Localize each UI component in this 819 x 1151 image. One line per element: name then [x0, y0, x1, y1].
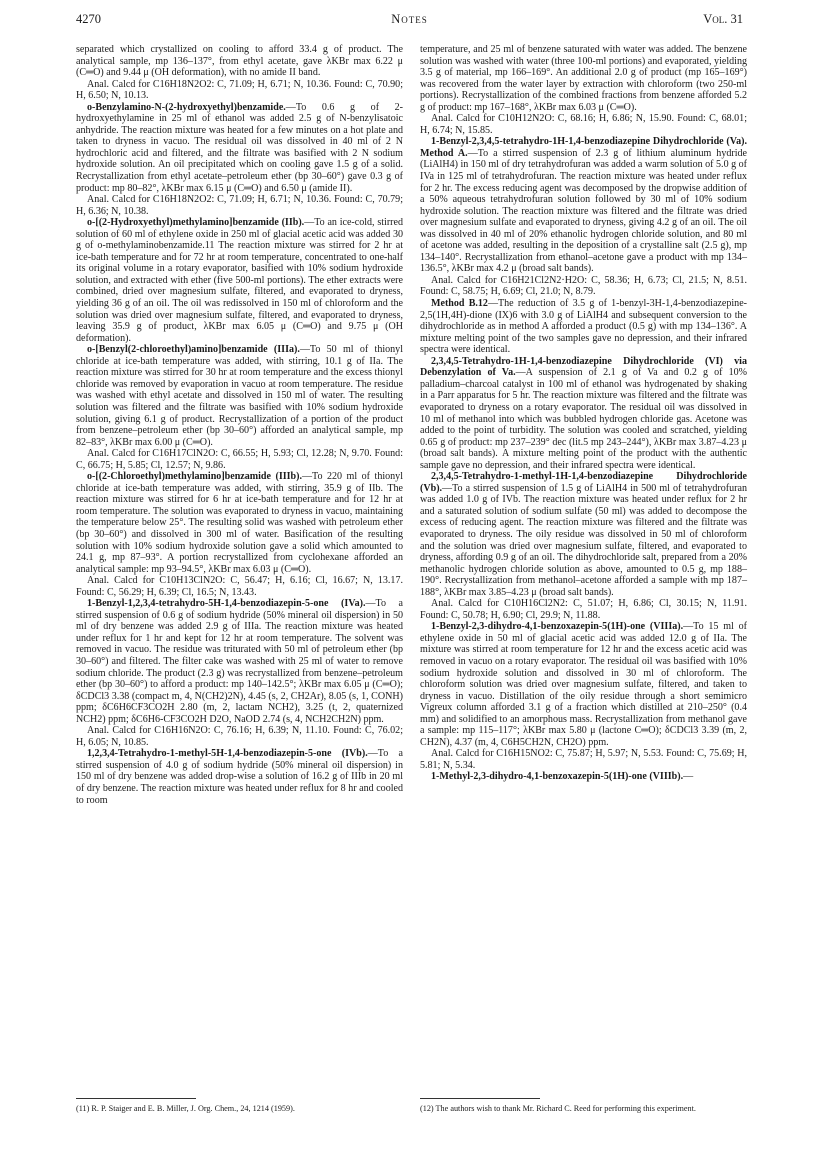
section-heading: 2,3,4,5-Tetrahydro-1-methyl-1H-1,4-benzodiazepine Dihydrochloride (Vb).: [420, 471, 747, 494]
paragraph-text: Anal. Calcd for C16H16N2O: C, 76.16; H, 6.39; N, 11.10. Found: C, 76.02; H, 6.05; N, 10.85.: [76, 725, 403, 748]
paragraph-text: temperature, and 25 ml of benzene saturated with water was added. The benzene solution was washed with water (three 100-ml portions) and evaporated, yielding 3.5 g of material, mp 166–169°. An additional 2.0 g of product (mp 165–169°) was recovered from the water layer by extraction with chloroform (two 250-ml portions). Recrystallization of the combined fractions from benzene afforded 5.2 g of product: mp 167–168°, λKBr max 6.03 μ (C═O).: [420, 44, 747, 113]
paragraph: [76, 79, 403, 102]
paragraph: [76, 194, 403, 217]
paragraph-text: —To a stirred suspension of 2.3 g of lithium aluminum hydride (LiAlH4) in 150 ml of dry tetrahydrofuran was added a warm solution of 5.0 g of IVa in 125 ml of tetrahydrofuran. The reaction mixture was heated under reflux for 2 hr. The excess reducing agent was decomposed by the dropwise addition of a 50% aqueous tetrahydrofuran solution followed by 30 ml of 10% sodium hydroxide solution. The reaction mixture was filtered and the filtrate was dried over magnesium sulfate and evaporated to dryness, giving 4.2 g of an oil. The oil was dissolved in 40 ml of 20% ethanolic hydrogen chloride solution, and 80 ml of acetone was added, resulting in the deposition of a crystalline salt (2.5 g), mp 134–140°. Recrystallization from ethanol–acetone gave a product with mp 134–136.5°, λKBr max 4.2 μ (broad salt bands).: [420, 147, 748, 275]
paragraph-text: Anal. Calcd for C16H18N2O2: C, 71.09; H, 6.71; N, 10.36. Found: C, 70.90; H, 6.50; N, 10.13.: [76, 78, 403, 102]
footnote-12: (12) The authors wish to thank Mr. Richard C. Reed for performing this experiment.: [420, 1104, 696, 1113]
paragraph: [420, 356, 747, 471]
paragraph: [76, 448, 403, 471]
right-column: [420, 44, 747, 783]
page-number: 4270: [76, 12, 101, 26]
paragraph: [420, 44, 747, 113]
paragraph: [76, 598, 403, 725]
volume-label: Vol. 31: [703, 12, 743, 26]
paragraph-text: Anal. Calcd for C10H13ClN2O: C, 56.47; H, 6.16; Cl, 16.67; N, 13.17. Found: C, 56.29; H, 6.39; Cl, 16.5; N, 13.43.: [76, 575, 403, 598]
paragraph: [76, 725, 403, 748]
paragraph-text: Anal. Calcd for C16H21Cl2N2·H2O: C, 58.36; H, 6.73; Cl, 21.5; N, 8.51. Found: C, 58.75; H, 6.69; Cl, 21.0; N, 8.79.: [420, 274, 747, 298]
paragraph-text: —To 15 ml of ethylene oxide in 50 ml of glacial acetic acid was added 12.0 g of IIa. The mixture was stirred at room temperature for 12 hr and the excess acetic acid was removed in vacuo on a rotary evaporator. The residual oil was basified with 10% sodium hydroxide solution and dissolved in 30 ml of chloroform. The chloroform solution was dried over magnesium sulfate, filtered, and taken to dryness in vacuo. Distillation of the oily residue through a short semimicro Vigreux column afforded 3.1 g of a fraction which distilled at 210–250° (0.4 mm) and solidified to an amorphous mass. Recrystallization from methanol gave a sample: mp 115–117°; λKBr max 5.80 μ (lactone C═O); δCDCl3 3.39 (m, 2, CH2N), 4.37 (m, 4, C6H5CH2N, CH2O) ppm.: [420, 621, 747, 748]
paragraph: [76, 344, 403, 448]
footnote-rule-left: [76, 1098, 196, 1099]
paragraph: [76, 102, 403, 194]
paragraph: [76, 748, 403, 806]
paragraph: [420, 298, 747, 356]
running-head: Notes: [391, 12, 428, 26]
paragraph: [420, 771, 747, 783]
paragraph-text: —To an ice-cold, stirred solution of 60 ml of ethylene oxide in 250 ml of glacial acetic acid was added 30 g of o-methylaminobenzamide.11 The reaction mixture was stirred for 2 hr at ice-bath temperature and for 72 hr at room temperature, concentrated to one-half its original volume in a rotary evaporator, basified with 10% sodium hydroxide solution, and extracted with ether (five 500-ml portions). The ether extracts were combined, dried over magnesium sulfate, filtered, and evaporated to dryness, yielding 36 g of an oil. The oil was redissolved in 150 ml of chloroform and the solution was dried over magnesium sulfate, filtered, and evaporated to dryness, leaving 35.9 g of product, λKBr max 6.05 μ (C═O) and 9.75 μ (OH deformation).: [76, 217, 404, 344]
paragraph: [76, 575, 403, 598]
paragraph-text: —A suspension of 2.1 g of Va and 0.2 g of 10% palladium–charcoal catalyst in 100 ml of ethanol was hydrogenated by shaking in a Parr apparatus for 5 hr. The reaction mixture was filtered and the filtrate was evaporated to dryness on a rotary evaporator. The residual oil was dissolved in 10 ml of methanol into which was bubbled hydrogen chloride gas. Acetone was added to the point of turbidity. The solution was cooled and scratched, yielding 0.65 g of product: mp 237–239° dec (lit.5 mp 243–244°), λKBr max 3.87–4.23 μ (broad salt bands). A mixture melting point of the product with the authentic sample gave no depression, and their infrared spectra were identical.: [420, 367, 747, 471]
paragraph-text: —The reduction of 3.5 g of 1-benzyl-3H-1,4-benzodiazepine-2,5(1H,4H)-dione (IX)6 with 3.0 g of LiAlH4 and subsequent conversion to the dihydrochloride as in method A afforded a product (0.5 g) with mp 134–136°. A mixture melting point of the two samples gave no depression, and their infrared spectra were identical.: [420, 298, 747, 356]
section-heading: 1-Methyl-2,3-dihydro-4,1-benzoxazepin-5(1H)-one (VIIIb).: [431, 771, 684, 783]
paragraph-text: —To a stirred suspension of 4.0 g of sodium hydride (50% mineral oil dispersion) in 150 ml of dry benzene was added drop-wise a solution of 16.2 g of IIIb in 20 ml of dry benzene. The reaction mixture was heated under reflux for 8 hr and cooled to room: [76, 748, 403, 806]
paragraph: [76, 44, 403, 79]
footnote-rule-right: [420, 1098, 540, 1099]
section-heading: 1-Benzyl-2,3,4,5-tetrahydro-1H-1,4-benzodiazepine Dihydrochloride (Va). Method A.: [420, 136, 747, 159]
section-heading: 2,3,4,5-Tetrahydro-1H-1,4-benzodiazepine Dihydrochloride (VI) via Debenzylation of Va.: [420, 355, 747, 379]
section-heading: 1-Benzyl-1,2,3,4-tetrahydro-5H-1,4-benzodiazepin-5-one (IVa).: [87, 598, 366, 610]
paragraph: [76, 471, 403, 575]
paragraph: [420, 621, 747, 748]
paragraph-text: —To 50 ml of thionyl chloride at ice-bath temperature was added, with stirring, 10.1 g of IIa. The reaction mixture was stirred for 30 hr at room temperature and the excess thionyl chloride was removed by evaporation in vacuo at room temperature. The residue was washed with ethyl acetate and dissolved in 150 ml of water. The resulting solution was filtered and the filtrate was basified with 10% sodium hydroxide solution, giving 6.1 g of product. Recrystallization of a portion of the product from benzene–petroleum ether (bp 30–60°) afforded an analytical sample, mp 82–83°, λKBr max 6.00 μ (C═O).: [76, 344, 403, 448]
section-heading: o-Benzylamino-N-(2-hydroxyethyl)benzamide.: [87, 101, 286, 113]
paragraph-text: —To 220 ml of thionyl chloride at ice-bath temperature was added, with stirring, 35.9 g of IIb. The reaction mixture was stirred for 6 hr at ice-bath temperature and for 12 hr at room temperature. The solution was evaporated to dryness in vacuo, maintaining the temperature below 25°. The resulting solid was washed with petroleum ether (bp 30–60°) and dissolved in 300 ml of water. Basification of the resulting solution with 10% sodium hydroxide solution gave a solid which amounted to 24.1 g, mp 87–93°. A portion recrystallized from cyclohexane afforded an analytical sample: mp 93–94.5°, λKBr max 6.03 μ (C═O).: [76, 471, 403, 575]
section-heading: o-[(2-Hydroxyethyl)methylamino]benzamide (IIb).: [87, 217, 305, 229]
left-column: [76, 44, 403, 806]
paragraph-text: Anal. Calcd for C16H17ClN2O: C, 66.55; H, 5.93; Cl, 12.28; N, 9.70. Found: C, 66.75; H, 5.85; Cl, 12.57; N, 9.86.: [76, 448, 403, 471]
paragraph: [420, 113, 747, 136]
paragraph-text: Anal. Calcd for C16H18N2O2: C, 71.09; H, 6.71; N, 10.36. Found: C, 70.79; H, 6.36; N, 10.38.: [76, 194, 403, 217]
paragraph-text: separated which crystallized on cooling to afford 33.4 g of product. The analytical sample, mp 136–137°, from ethyl acetate, gave λKBr max 6.22 μ (C═O) and 9.44 μ (OH deformation), with no amide II band.: [76, 44, 403, 79]
paragraph: [420, 136, 747, 275]
section-heading: 1-Benzyl-2,3-dihydro-4,1-benzoxazepin-5(1H)-one (VIIIa).: [431, 621, 684, 633]
paragraph: [420, 598, 747, 621]
paragraph: [420, 748, 747, 771]
section-heading: o-[(2-Chloroethyl)methylamino]benzamide (IIIb).: [87, 471, 302, 483]
section-heading: 1,2,3,4-Tetrahydro-1-methyl-5H-1,4-benzodiazepin-5-one (IVb).: [87, 748, 368, 760]
paragraph-text: —: [683, 771, 694, 783]
section-heading: Method B.12: [431, 298, 488, 310]
paragraph-text: —To 0.6 g of 2-hydroxyethylamine in 25 ml of ethanol was added 2.5 g of N-benzylisatoic anhydride. The reaction mixture was heated for a few minutes on a hot plate and taken to dryness in vacuo. The residual oil was dissolved in 40 ml of 2 N hydrochloric acid and filtered, and the filtrate was basified with 2 N sodium hydroxide solution. An oil precipitated which on cooling gave 1.5 g of a solid. Recrystallization from ethyl acetate–petroleum ether (bp 30–60°) gave 0.3 g of product: mp 80–82°, λKBr max 6.15 μ (C═O) and 6.50 μ (amide II).: [76, 101, 403, 194]
paragraph: [420, 275, 747, 298]
paragraph: [420, 471, 747, 598]
section-heading: o-[Benzyl(2-chloroethyl)amino]benzamide (IIIa).: [87, 344, 300, 356]
paragraph: [76, 217, 403, 344]
paragraph-text: Anal. Calcd for C10H16Cl2N2: C, 51.07; H, 6.86; Cl, 30.15; N, 11.91. Found: C, 50.78; H, 6.90; Cl, 29.9; N, 11.88.: [420, 598, 747, 621]
page-header: [76, 12, 743, 28]
paragraph-text: —To a stirred suspension of 1.5 g of LiAlH4 in 500 ml of tetrahydrofuran was added 1.0 g of IVb. The reaction mixture was heated under reflux for 2 hr and a saturated solution of sodium sulfate (50 ml) was added to decompose the excess of reducing agent. The reaction mixture was filtered and the filtrate was evaporated to dryness. The oily residue was dissolved in 50 ml of chloroform and the solution was dried over magnesium sulfate, filtered, and evaporated to dryness, affording 0.9 g of an oil. The dihydrochloride salt, prepared from a 20% methanolic hydrogen chloride solution as above, amounted to 0.5 g, mp 188–190°. Recrystallization from methanol–acetone afforded a sample with mp 187–188°, λKBr max 3.85–4.23 μ (broad salt bands).: [420, 482, 747, 598]
footnote-11: (11) R. P. Staiger and E. B. Miller, J. Org. Chem., 24, 1214 (1959).: [76, 1104, 295, 1113]
paragraph-text: Anal. Calcd for C16H15NO2: C, 75.87; H, 5.97; N, 5.53. Found: C, 75.69; H, 5.81; N, 5.34.: [420, 748, 747, 771]
paragraph-text: Anal. Calcd for C10H12N2O: C, 68.16; H, 6.86; N, 15.90. Found: C, 68.01; H, 6.74; N, 15.85.: [420, 113, 747, 136]
paragraph-text: —To a stirred suspension of 0.6 g of sodium hydride (50% mineral oil dispersion) in 50 ml of dry benzene was added 2.9 g of IIIa. The reaction mixture was heated under reflux for 1 hr and kept for 12 hr at room temperature. The solvent was removed in vacuo. The residue was triturated with 50 ml of petroleum ether (bp 30–60°) and filtered. The filter cake was washed with 25 ml of water to remove sodium chloride. The product (2.3 g) was recrystallized from benzene–petroleum ether (bp 30–60°) to afford a product: mp 140–142.5°; λKBr max 6.05 μ (C═O); δCDCl3 3.38 (compact m, 4, N(CH2)2N), 4.45 (s, 2, CH2Ar), 8.05 (s, 1, CONH) ppm; δC6H6CF3CO2H 2.80 (m, 2, lactam NCH2), 3.25 (t, 2, quaternized NCH2) ppm; δC6H6-CF3CO2H D2O, NaOD 2.74 (s, 4, NCH2CH2N) ppm.: [76, 598, 403, 725]
